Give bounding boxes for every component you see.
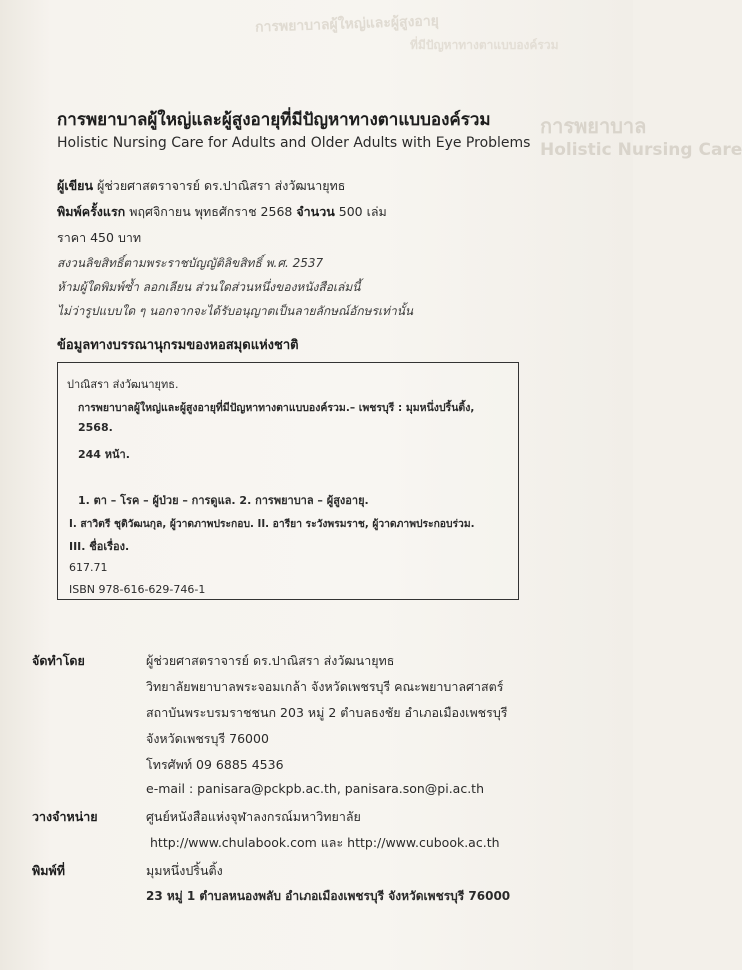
- cip-year: 2568.: [78, 421, 113, 434]
- printer-address: 23 หมู่ 1 ตำบลหนองพลับ อำเภอเมืองเพชรบุรี จังหวัดเพชรบุรี 76000: [146, 889, 511, 903]
- cip-isbn: ISBN 978-616-629-746-1: [69, 583, 206, 596]
- price-line: [57, 228, 141, 248]
- price-value: 450 บาท: [90, 230, 142, 245]
- printer-name: มุมหนึ่งปริ้นติ้ง: [146, 863, 223, 878]
- copies-count: 500 เล่ม: [338, 204, 387, 219]
- producer-phone: โทรศัพท์ 09 6885 4536: [146, 757, 284, 772]
- producer-address: สถาบันพระบรมราชชนก 203 หมู่ 2 ตำบลธงชัย อำเภอเมืองเพชรบุรี: [146, 705, 508, 720]
- cip-box: [57, 362, 519, 600]
- distributor-name: ศูนย์หนังสือแห่งจุฬาลงกรณ์มหาวิทยาลัย: [146, 809, 361, 824]
- producer-email: e-mail : panisara@pckpb.ac.th, panisara.son@pi.ac.th: [146, 781, 484, 796]
- bleed-through-text-4: Holistic Nursing Care: [540, 140, 742, 160]
- author-line: [57, 176, 345, 196]
- copyright-line-1: สงวนลิขสิทธิ์ตามพระราชบัญญัติลิขสิทธิ์ พ.ศ. 2537: [57, 256, 324, 270]
- bleed-through-text-1: การพยาบาลผู้ใหญ่และผู้สูงอายุ: [254, 13, 440, 36]
- cip-title-entry: III. ชื่อเรื่อง.: [69, 540, 130, 553]
- producer-label: จัดทำโดย: [32, 653, 85, 668]
- first-print-line: [57, 202, 387, 222]
- bleed-through-text-2: ที่มีปัญหาทางตาแบบองค์รวม: [410, 38, 559, 52]
- cip-subjects: 1. ตา – โรค – ผู้ป่วย – การดูแล. 2. การพยาบาล – ผู้สูงอายุ.: [78, 494, 369, 507]
- printer-label: พิมพ์ที่: [32, 863, 65, 878]
- copyright-line-2: ห้ามผู้ใดพิมพ์ซ้ำ ลอกเลียน ส่วนใดส่วนหนึ่งของหนังสือเล่มนี้: [57, 280, 361, 294]
- producer-province: จังหวัดเพชรบุรี 76000: [146, 731, 269, 746]
- cip-contributors: I. สาวิตรี ชุติวัฒนกุล, ผู้วาดภาพประกอบ. II. อารียา ระวังพรมราช, ผู้วาดภาพประกอบร่วม.: [69, 518, 475, 530]
- copies-label: จำนวน: [296, 204, 335, 219]
- cip-heading: ข้อมูลทางบรรณานุกรมของหอสมุดแห่งชาติ: [57, 338, 299, 353]
- author-label: ผู้เขียน: [57, 178, 94, 193]
- author-name: ผู้ช่วยศาสตราจารย์ ดร.ปาณิสรา ส่งวัฒนายุทธ: [97, 178, 346, 193]
- bleed-through-text-3: การพยาบาล: [540, 114, 647, 138]
- distributor-label: วางจำหน่าย: [32, 809, 98, 824]
- copyright-line-3: ไม่ว่ารูปแบบใด ๆ นอกจากจะได้รับอนุญาตเป็นลายลักษณ์อักษรเท่านั้น: [57, 304, 414, 318]
- first-print-label: พิมพ์ครั้งแรก: [57, 204, 126, 219]
- cip-class-number: 617.71: [69, 561, 108, 574]
- book-title-thai: การพยาบาลผู้ใหญ่และผู้สูงอายุที่มีปัญหาทางตาแบบองค์รวม: [57, 110, 491, 130]
- cip-pages: 244 หน้า.: [78, 448, 130, 461]
- price-label: ราคา: [57, 230, 87, 245]
- cip-title: การพยาบาลผู้ใหญ่และผู้สูงอายุที่มีปัญหาทางตาแบบองค์รวม.– เพชรบุรี : มุมหนึ่งปริ้นติ้ง,: [78, 402, 475, 414]
- distributor-urls: http://www.chulabook.com และ http://www.cubook.ac.th: [150, 835, 500, 850]
- book-title-english: Holistic Nursing Care for Adults and Older Adults with Eye Problems: [57, 135, 531, 151]
- cip-author: ปาณิสรา ส่งวัฒนายุทธ.: [67, 378, 179, 391]
- producer-institution: วิทยาลัยพยาบาลพระจอมเกล้า จังหวัดเพชรบุรี คณะพยาบาลศาสตร์: [146, 679, 504, 694]
- first-print-date: พฤศจิกายน พุทธศักราช 2568: [129, 204, 293, 219]
- producer-name: ผู้ช่วยศาสตราจารย์ ดร.ปาณิสรา ส่งวัฒนายุทธ: [146, 653, 395, 668]
